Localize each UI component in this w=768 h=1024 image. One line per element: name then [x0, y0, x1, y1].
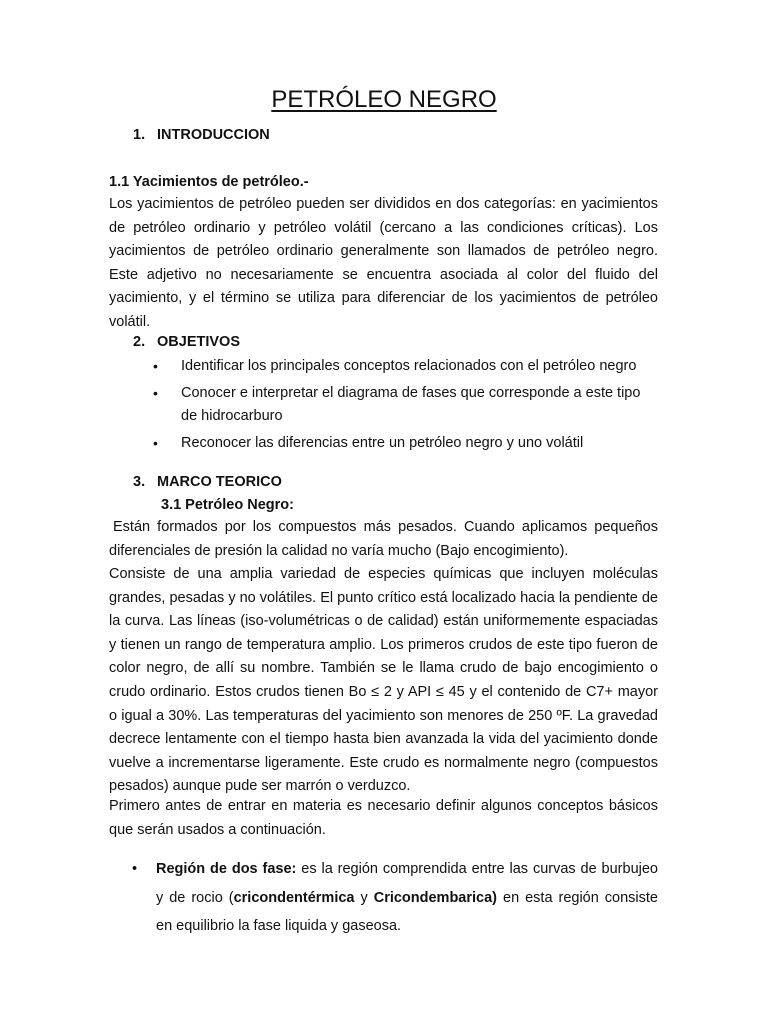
section-heading-introduccion	[133, 127, 270, 143]
list-item: • Conocer e interpretar el diagrama de fases que corresponde a este tipo de hidrocarburo	[181, 382, 651, 429]
section-heading-marco-teorico	[133, 474, 282, 490]
bullet-icon: •	[132, 861, 138, 877]
bullet-icon: •	[153, 358, 158, 374]
definition-two-phase-region: • Región de dos fase: es la región comprendida entre las curvas de burbujeo y de rocio (cricondentérmica y Cricondembarica) en esta región consiste en equilibrio la fase liquida y gaseosa.	[156, 855, 658, 941]
objectives-list	[153, 355, 651, 455]
section-title: INTRODUCCION	[157, 127, 270, 143]
subsection-heading-yacimientos: 1.1 Yacimientos de petróleo.-	[109, 174, 309, 190]
section-title: OBJETIVOS	[157, 334, 240, 350]
list-item: • Reconocer las diferencias entre un petróleo negro y uno volátil	[181, 432, 651, 456]
subsection-heading-petroleo-negro: 3.1 Petróleo Negro:	[161, 497, 294, 513]
marco-paragraph-2: Consiste de una amplia variedad de especies químicas que incluyen moléculas grandes, pesadas y no volátiles. El punto crítico está localizado hacia la pendiente de la curva. Las líneas (iso-volumétricas o de calidad) están uniformemente espaciadas y tienen un rango de temperatura amplio. Los primeros crudos de este tipo fueron de color negro, de allí su nombre. También se le llama crudo de bajo encogimiento o crudo ordinario. Estos crudos tienen Bo ≤ 2 y API ≤ 45 y el contenido de C7+ mayor o igual a 30%. Las temperaturas del yacimiento son menores de 250 ºF. La gravedad decrece lentamente con el tiempo hasta bien avanzada la vida del yacimiento donde vuelve a incrementarse ligeramente. Este crudo es normalmente negro (compuestos pesados) aunque pude ser marrón o verduzco.	[109, 566, 658, 795]
bullet-icon: •	[153, 384, 158, 401]
definition-term: Región de dos fase:	[156, 861, 297, 877]
intro-paragraph: Los yacimientos de petróleo pueden ser divididos en dos categorías: en yacimientos de petróleo ordinario y petróleo volátil (cercano a las condiciones críticas). Los yacimientos de petróleo ordinario generalmente son llamados de petróleo negro. Este adjetivo no necesariamente se encuentra asociada al color del fluido del yacimiento, y el término se utiliza para diferenciar de los yacimientos de petróleo volátil.	[109, 196, 658, 330]
section-number: 2.	[133, 334, 146, 350]
section-number: 3.	[133, 474, 146, 490]
marco-paragraph-1: Están formados por los compuestos más pesados. Cuando aplicamos pequeños diferenciales de presión la calidad no varía mucho (Bajo encogimiento).	[109, 519, 658, 559]
section-number: 1.	[133, 127, 146, 143]
section-heading-objetivos	[133, 334, 240, 350]
bullet-icon: •	[153, 434, 158, 451]
list-item: • Identificar los principales conceptos relacionados con el petróleo negro	[181, 355, 651, 379]
page-title: PETRÓLEO NEGRO	[271, 86, 497, 113]
section-title: MARCO TEORICO	[157, 474, 282, 490]
marco-paragraph-3: Primero antes de entrar en materia es necesario definir algunos conceptos básicos que serán usados a continuación.	[109, 798, 658, 838]
